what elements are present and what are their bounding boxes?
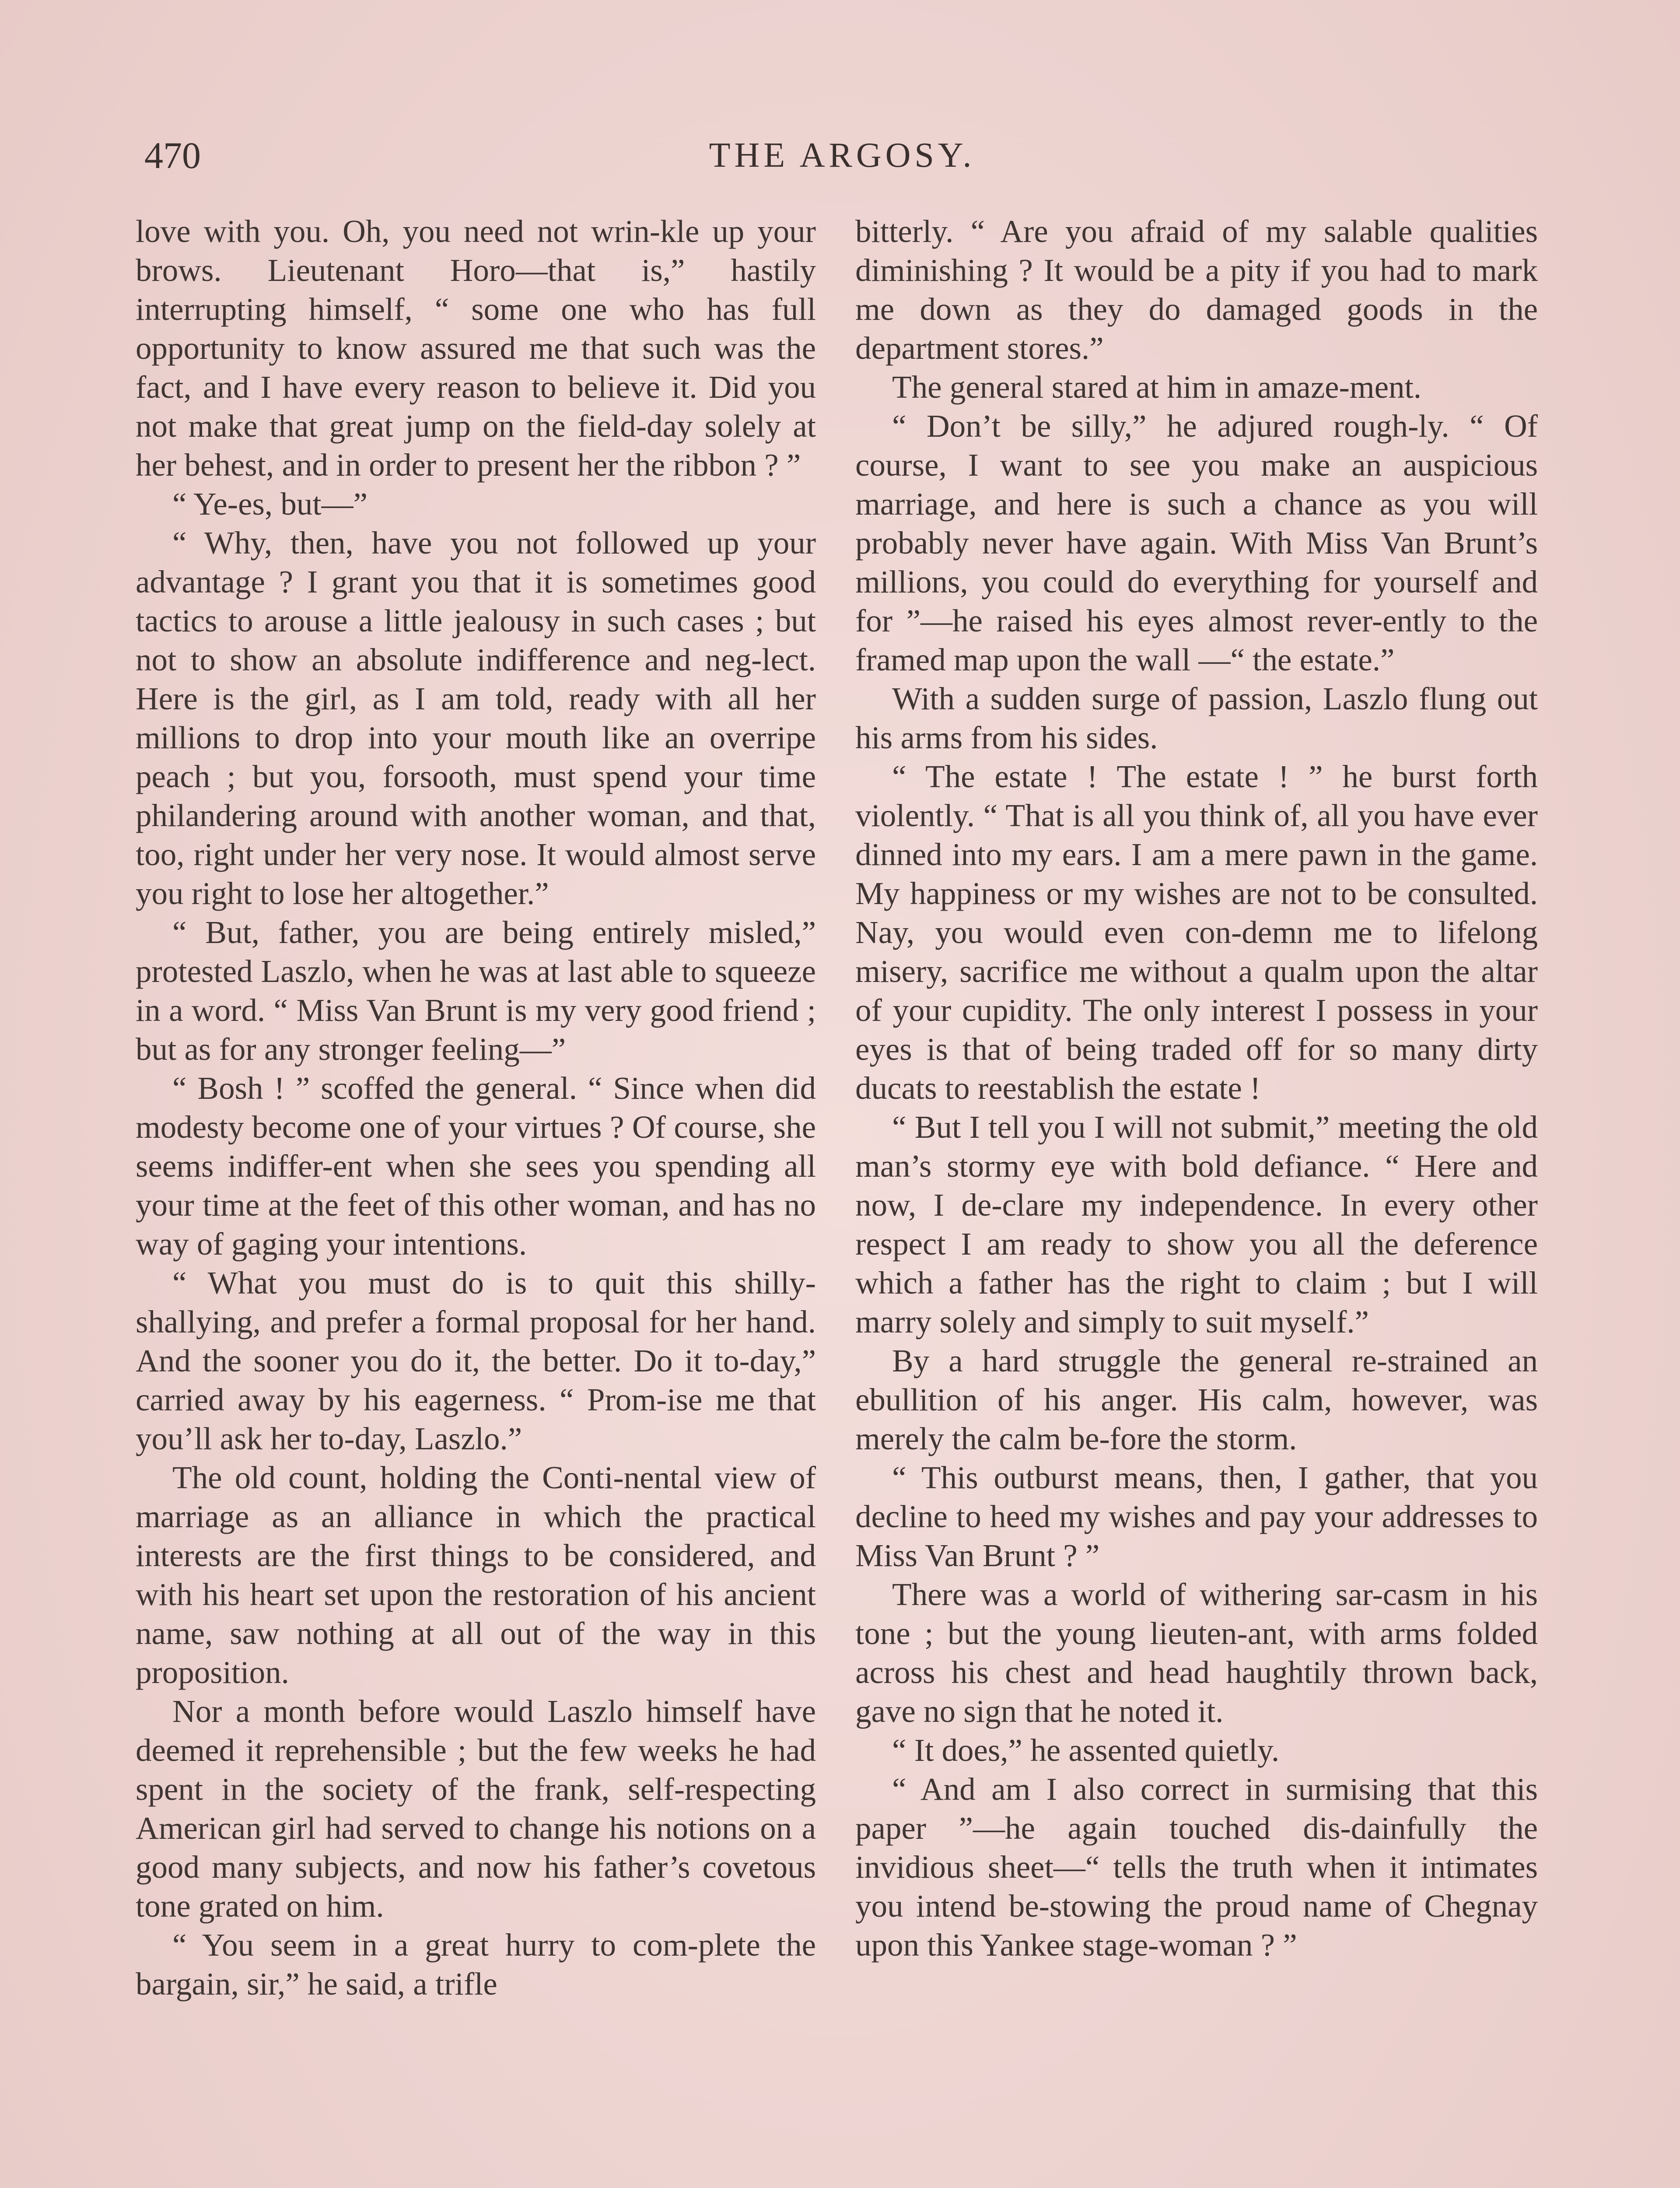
left-column [136,212,816,2003]
right-column [855,212,1538,1964]
paragraph: “ What you must do is to quit this shilly-shallying, and prefer a formal proposal for her hand. And the sooner you do it, the better. Do it to-day,” carried away by his eagerness. “ Prom-ise me that you’ll ask her to-day, Laszlo.” [136,1265,816,1456]
paragraph: There was a world of withering sar-casm in his tone ; but the young lieuten-ant, with arms folded across his chest and head haughtily thrown back, gave no sign that he noted it. [855,1577,1538,1729]
paragraph: “ It does,” he assented quietly. [892,1732,1280,1768]
paragraph: The old count, holding the Conti-nental view of marriage as an alliance in which the practical interests are the first things to be considered, and with his heart set upon the restoration of his ancient name, saw nothing at all out of the way in this proposition. [136,1460,816,1690]
page-number: 470 [144,134,201,176]
paragraph: “ Bosh ! ” scoffed the general. “ Since when did modesty become one of your virtues ? Of course, she seems indiffer-ent when she sees you spending all your time at the feet of this other woman, and has no way of gaging your intentions. [136,1070,816,1262]
paragraph: The general stared at him in amaze-ment. [892,369,1422,405]
paragraph: Nor a month before would Laszlo himself have deemed it reprehensible ; but the few weeks he had spent in the society of the frank, self-respecting American girl had served to change his notions on a good many subjects, and now his father’s covetous tone grated on him. [136,1694,816,1924]
paragraph: love with you. Oh, you need not wrin-kle up your brows. Lieutenant Horo—that is,” hastily interrupting himself, “ some one who has full opportunity to know assured me that such was the fact, and I have every reason to believe it. Did you not make that great jump on the field-day solely at her behest, and in order to present her the ribbon ? ” [136,214,816,483]
paragraph: “ Don’t be silly,” he adjured rough-ly. “ Of course, I want to see you make an auspicious marriage, and here is such a chance as you will probably never have again. With Miss Van Brunt’s millions, you could do everything for yourself and for ”—he raised his eyes almost rever-ently to the framed map upon the wall —“ the estate.” [855,408,1538,677]
paragraph: “ Ye-es, but—” [172,486,368,522]
paragraph: “ And am I also correct in surmising that this paper ”—he again touched dis-dainfully the invidious sheet—“ tells the truth when it intimates you intend be-stowing the proud name of Chegnay upon this Yankee stage-woman ? ” [855,1771,1538,1963]
paragraph: By a hard struggle the general re-strained an ebullition of his anger. His calm, however, was merely the calm be-fore the storm. [855,1343,1538,1456]
paragraph: “ The estate ! The estate ! ” he burst forth violently. “ That is all you think of, all you have ever dinned into my ears. I am a mere pawn in the game. My happiness or my wishes are not to be consulted. Nay, you would even con-demn me to lifelong misery, sacrifice me without a qualm upon the altar of your cupidity. The only interest I possess in your eyes is that of being traded off for so many dirty ducats to reestablish the estate ! [855,759,1538,1106]
paragraph: “ But, father, you are being entirely misled,” protested Laszlo, when he was at last able to squeeze in a word. “ Miss Van Brunt is my very good friend ; but as for any stronger feeling—” [136,915,816,1067]
paragraph: “ You seem in a great hurry to com-plete the bargain, sir,” he said, a trifle [136,1927,816,2002]
paragraph: bitterly. “ Are you afraid of my salable qualities diminishing ? It would be a pity if you had to mark me down as they do damaged goods in the department stores.” [855,214,1538,366]
page-header [144,131,1540,179]
paragraph: “ This outburst means, then, I gather, that you decline to heed my wishes and pay your addresses to Miss Van Brunt ? ” [855,1460,1538,1573]
paragraph: “ But I tell you I will not submit,” meeting the old man’s stormy eye with bold defiance. “ Here and now, I de-clare my independence. In every other respect I am ready to show you all the deference which a father has the right to claim ; but I will marry solely and simply to suit myself.” [855,1109,1538,1339]
running-head: THE ARGOSY. [709,136,976,175]
paragraph: “ Why, then, have you not followed up your advantage ? I grant you that it is sometimes good tactics to arouse a little jealousy in such cases ; but not to show an absolute indifference and neg-lect. Here is the girl, as I am told, ready with all her millions to drop into your mouth like an overripe peach ; but you, forsooth, must spend your time philandering around with another woman, and that, too, right under her very nose. It would almost serve you right to lose her altogether.” [136,525,816,911]
paragraph: With a sudden surge of passion, Laszlo flung out his arms from his sides. [855,681,1538,755]
